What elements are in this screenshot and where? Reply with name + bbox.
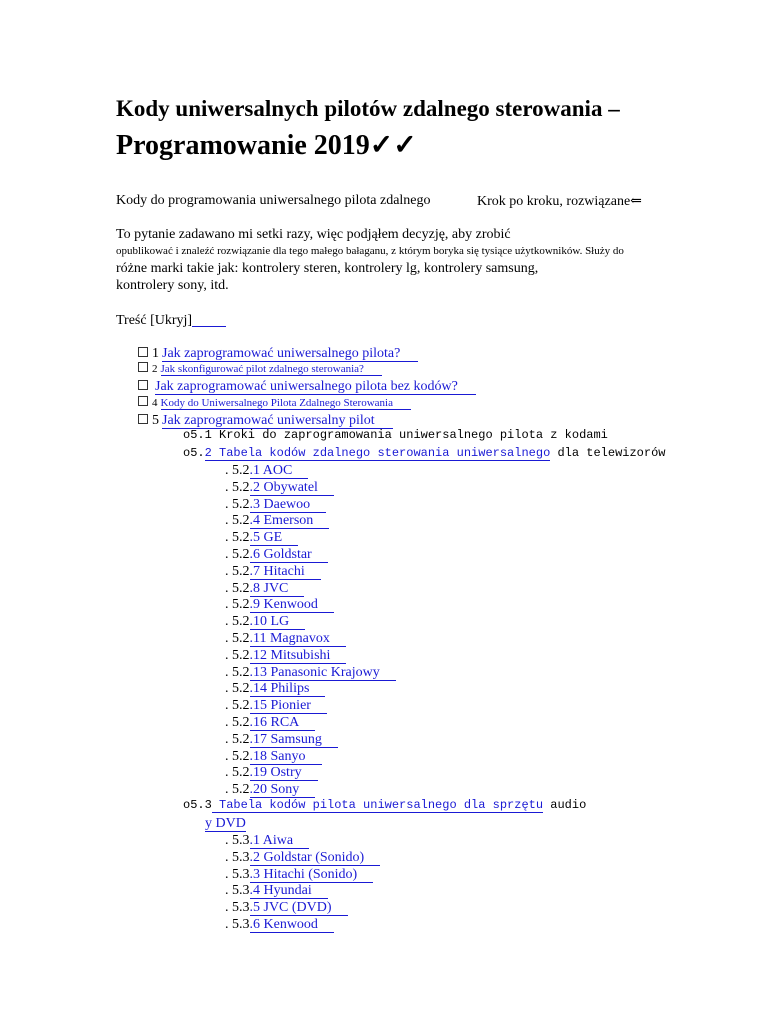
toc-subitem[interactable] [225, 665, 396, 681]
toc-subitem[interactable] [225, 917, 334, 933]
toc-subitem[interactable] [225, 850, 380, 866]
toc-item-link[interactable]: Jak zaprogramować uniwersalny pilot [162, 413, 393, 429]
toc-item[interactable] [138, 413, 393, 429]
toc-subitem-link[interactable]: .20 Sony [250, 782, 316, 798]
paragraph-line: opublikować i znaleźć rozwiązanie dla tego małego bałaganu, z którym boryka się tysiące użytkowników. Służy do [116, 245, 624, 257]
toc-subitem-link[interactable]: .1 Aiwa [250, 833, 310, 849]
checkbox-icon [138, 396, 148, 406]
toc-subitem-link[interactable]: .16 RCA [250, 715, 316, 731]
toc-subitem-number: . 5.3 [225, 917, 250, 932]
toc-subitem-number: . 5.2 [225, 715, 250, 730]
toc-subitem-number: . 5.3 [225, 883, 250, 899]
toc-subitem-link[interactable]: .2 Goldstar (Sonido) [250, 850, 381, 866]
toc-subitem-number: . 5.3 [225, 833, 250, 848]
toc-item-5-1[interactable]: o5.1 Kroki do zaprogramowania uniwersalnego pilota z kodami [183, 428, 608, 442]
checkbox-icon [138, 347, 148, 357]
page-title-line2: Programowanie 2019✓✓ [116, 130, 417, 161]
toc-subitem-number: . 5.2 [225, 698, 250, 714]
toc-subitem-link[interactable]: .18 Sanyo [250, 749, 322, 765]
toc-subitem-link[interactable]: .1 AOC [250, 463, 309, 479]
toc-subitem-link[interactable]: .15 Pionier [250, 698, 327, 714]
toc-subitem-number: . 5.2 [225, 547, 250, 562]
toc-subitem[interactable] [225, 883, 328, 899]
toc-subitem-link[interactable]: .9 Kenwood [250, 597, 334, 613]
toc-subitem[interactable] [225, 480, 334, 496]
toc-subitem-number: . 5.2 [225, 664, 250, 680]
checkbox-icon [138, 362, 148, 372]
toc-item-number: 2 [152, 363, 158, 375]
toc-item-number: 4 [152, 397, 158, 409]
paragraph-line: To pytanie zadawano mi setki razy, więc podjąłem decyzję, aby zrobić [116, 227, 511, 242]
toc-subitem-number: . 5.3 [225, 900, 250, 916]
toc-subitem[interactable] [225, 564, 321, 580]
toc-subitem-link[interactable]: .3 Daewoo [250, 497, 327, 513]
toc-subitem-number: . 5.2 [225, 614, 250, 630]
toc-subitem-number: . 5.2 [225, 765, 250, 781]
toc-subitem[interactable] [225, 782, 315, 798]
toc-subitem-link[interactable]: .6 Goldstar [250, 547, 328, 563]
toc-label[interactable] [116, 312, 226, 329]
toc-item[interactable] [138, 396, 411, 409]
toc-item-link[interactable]: Kody do Uniwersalnego Pilota Zdalnego Sterowania [161, 397, 411, 410]
toc-item-number: 1 [152, 346, 159, 361]
toc-item-link[interactable]: y DVD [205, 816, 246, 831]
toc-subitem-number: . 5.2 [225, 748, 250, 764]
toc-subitem[interactable] [225, 614, 305, 630]
toc-subitem-link[interactable]: .19 Ostry [250, 765, 318, 781]
toc-item-link[interactable]: 2 Tabela kodów zdalnego sterowania uniwersalnego [204, 446, 551, 460]
toc-item-5-2[interactable] [183, 446, 665, 460]
toc-subitem-link[interactable]: .5 JVC (DVD) [250, 900, 348, 916]
toc-subitem-number: . 5.2 [225, 513, 250, 529]
toc-underline [192, 312, 226, 327]
paragraph-line: różne marki takie jak: kontrolery steren, kontrolery lg, kontrolery samsung, [116, 261, 539, 276]
toc-subitem[interactable] [225, 648, 346, 664]
toc-subitem[interactable] [225, 715, 315, 731]
toc-subitem[interactable] [225, 530, 298, 546]
toc-subitem-link[interactable]: .6 Kenwood [250, 917, 334, 933]
toc-item-5-3-cont[interactable] [205, 816, 246, 832]
page-title-line1: Kody uniwersalnych pilotów zdalnego sterowania – [116, 96, 620, 121]
toc-subitem-link[interactable]: .11 Magnavox [250, 631, 346, 647]
toc-item[interactable] [138, 379, 476, 395]
toc-item-number: o5.3 [183, 798, 212, 812]
toc-item-number: 5 [152, 413, 159, 428]
checkbox-icon [138, 380, 148, 390]
toc-subitem-link[interactable]: .10 LG [250, 614, 306, 630]
toc-subitem-link[interactable]: .8 JVC [250, 581, 305, 597]
checkbox-icon [138, 414, 148, 424]
toc-subitem-number: . 5.2 [225, 731, 250, 747]
toc-subitem[interactable] [225, 765, 318, 781]
toc-subitem-number: . 5.2 [225, 563, 250, 579]
toc-subitem[interactable] [225, 698, 327, 714]
intro-step-text: Krok po kroku, rozwiązane⇐ [477, 194, 642, 209]
toc-subitem[interactable] [225, 631, 346, 647]
toc-subitem-number: . 5.3 [225, 866, 250, 882]
intro-text: Kody do programowania uniwersalnego pilota zdalnego [116, 193, 431, 208]
toc-item-rest: audio [543, 798, 587, 812]
toc-item[interactable] [138, 362, 382, 375]
toc-subitem-link[interactable]: .5 GE [250, 530, 299, 546]
toc-subitem-link[interactable]: .14 Philips [250, 681, 326, 697]
toc-subitem[interactable] [225, 463, 308, 479]
toc-subitem-number: . 5.2 [225, 463, 250, 478]
paragraph-line: kontrolery sony, itd. [116, 278, 229, 293]
toc-subitem-number: . 5.2 [225, 597, 250, 613]
toc-toggle-link[interactable]: Treść [Ukryj] [116, 313, 193, 328]
toc-subitem[interactable] [225, 497, 326, 513]
toc-item-number: o5. [183, 446, 205, 460]
toc-item-link[interactable]: Jak zaprogramować uniwersalnego pilota bez kodów? [155, 379, 476, 395]
toc-subitem-link[interactable]: .13 Panasonic Krajowy [250, 665, 396, 681]
toc-item-link[interactable]: Jak skonfigurować pilot zdalnego sterowania? [161, 363, 382, 376]
toc-subitem-number: . 5.2 [225, 782, 250, 798]
toc-subitem-number: . 5.2 [225, 530, 250, 546]
toc-subitem-link[interactable]: .12 Mitsubishi [250, 648, 347, 664]
toc-subitem-number: . 5.2 [225, 631, 250, 646]
toc-subitem[interactable] [225, 749, 322, 765]
toc-subitem-link[interactable]: .4 Emerson [250, 513, 330, 529]
toc-subitem-number: . 5.3 [225, 849, 250, 865]
toc-subitem[interactable] [225, 867, 373, 883]
toc-subitem[interactable] [225, 513, 329, 529]
toc-subitem-number: . 5.2 [225, 496, 250, 512]
toc-subitem-link[interactable]: .3 Hitachi (Sonido) [250, 867, 374, 883]
toc-subitem[interactable] [225, 732, 338, 748]
toc-item[interactable] [138, 346, 418, 362]
toc-subitem-number: . 5.2 [225, 479, 250, 495]
toc-subitem[interactable] [225, 681, 325, 697]
toc-subitem-number: . 5.2 [225, 580, 250, 596]
toc-subitem[interactable] [225, 547, 328, 563]
toc-item-link[interactable]: Jak zaprogramować uniwersalnego pilota? [162, 346, 418, 362]
toc-subitem-link[interactable]: .4 Hyundai [250, 883, 328, 899]
toc-item-5-3[interactable] [183, 798, 586, 812]
toc-item-rest: dla telewizorów [550, 446, 666, 460]
toc-subitem-link[interactable]: .2 Obywatel [250, 480, 334, 496]
toc-item-link[interactable]: Tabela kodów pilota uniwersalnego dla sprzętu [211, 798, 544, 812]
toc-subitem[interactable] [225, 900, 348, 916]
toc-subitem[interactable] [225, 597, 334, 613]
toc-subitem[interactable] [225, 581, 304, 597]
toc-subitem-link[interactable]: .7 Hitachi [250, 564, 321, 580]
toc-subitem-number: . 5.2 [225, 681, 250, 697]
toc-subitem-link[interactable]: .17 Samsung [250, 732, 338, 748]
toc-subitem[interactable] [225, 833, 309, 849]
toc-subitem-number: . 5.2 [225, 647, 250, 663]
